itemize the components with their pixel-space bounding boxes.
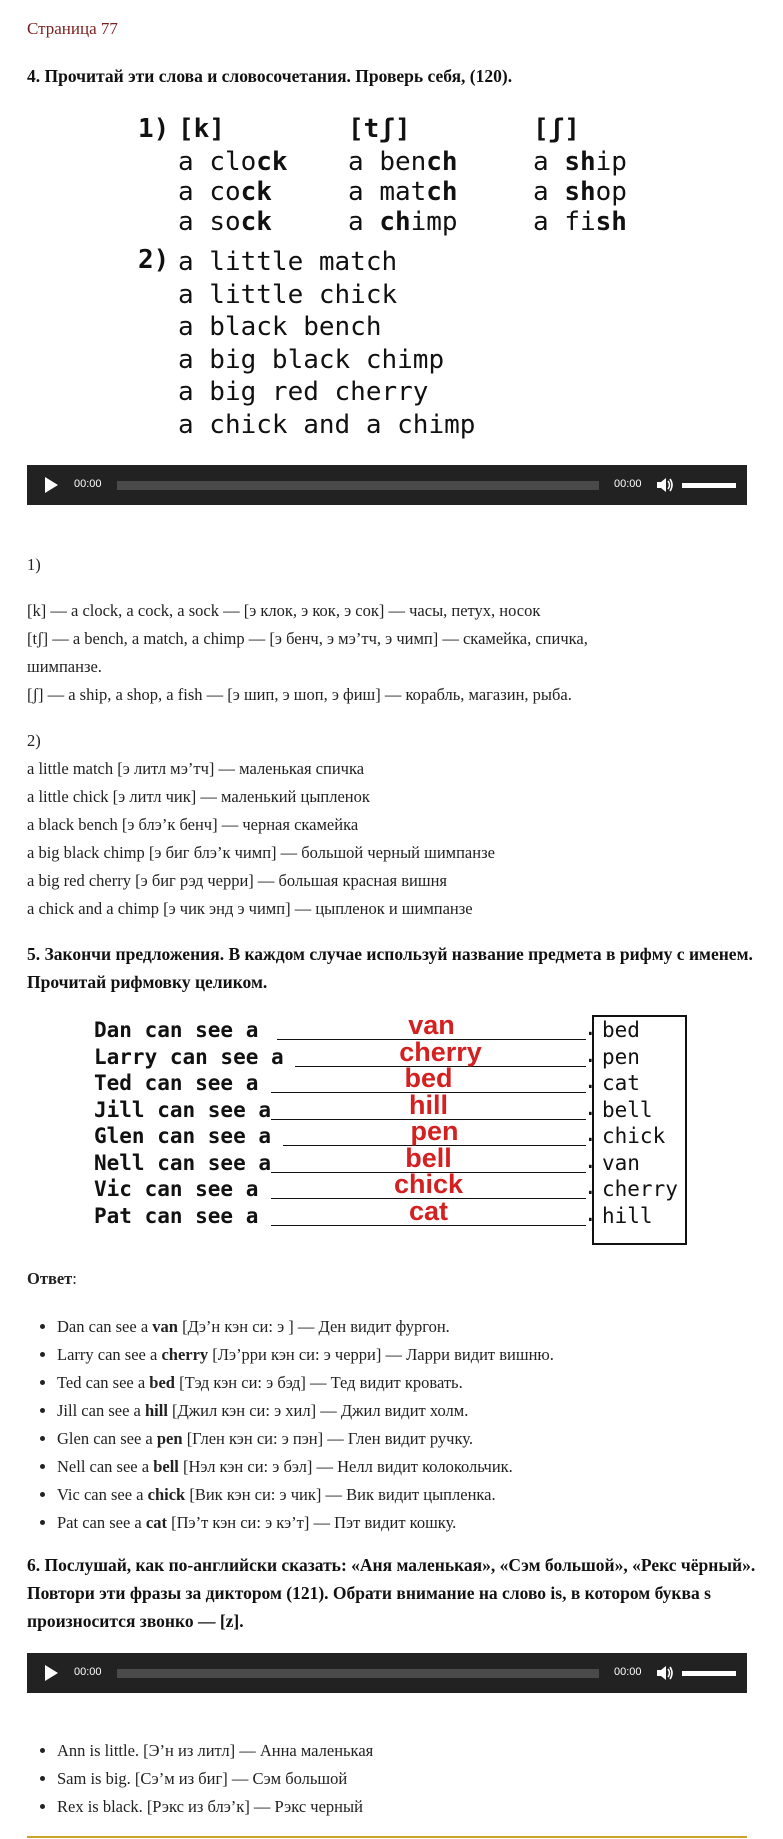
sentence-prompt: Pat can see a — [94, 1203, 259, 1228]
sentence-prompt: Jill can see a — [94, 1097, 272, 1122]
article: a — [348, 177, 380, 207]
box-word: pen — [602, 1044, 640, 1069]
box-word: cat — [602, 1071, 640, 1095]
answer-word: cherry — [161, 1345, 209, 1364]
bottom-divider — [27, 1836, 747, 1838]
sentence-prompt: Dan can see a — [94, 1018, 259, 1042]
word-part: ip — [595, 147, 627, 177]
article: a — [533, 177, 565, 207]
word-part: op — [595, 177, 627, 207]
answer-line: a big red cherry [э биг рэд черри] — большая красная вишня — [27, 871, 447, 890]
volume-icon[interactable] — [656, 1665, 674, 1681]
red-answer: cherry — [399, 1036, 482, 1067]
part-1-label: 1) — [27, 555, 41, 574]
answer-word: cat — [145, 1513, 167, 1532]
answer-label: Ответ — [27, 1269, 73, 1288]
sentence-prompt: Ted can see a — [94, 1071, 259, 1095]
ex4-word — [348, 147, 458, 177]
box-word: bell — [602, 1097, 653, 1122]
letter-highlight: ck — [240, 207, 272, 237]
red-answer: chick — [393, 1169, 464, 1199]
translation: [Джил кэн си: э хил] — Джил видит холм. — [167, 1401, 469, 1420]
progress-track[interactable] — [117, 481, 599, 490]
answer-colon: : — [72, 1269, 77, 1288]
list-item — [57, 1397, 777, 1425]
red-answer: cat — [408, 1195, 449, 1226]
box-word: hill — [602, 1203, 653, 1228]
volume-icon[interactable] — [656, 477, 674, 493]
answer-word: chick — [147, 1485, 186, 1504]
article: a — [348, 207, 380, 237]
page-label: Страница 77 — [27, 19, 118, 38]
list-item — [57, 1509, 777, 1537]
list-item: • Rex is black. [Рэкс из блэ’к] — Рэкс черный — [57, 1793, 777, 1821]
period: . — [584, 1122, 597, 1146]
phrase-list — [27, 1737, 777, 1821]
answer-word: hill — [144, 1401, 168, 1420]
sound-ch: [tʃ] — [348, 114, 411, 144]
translation: [Тэд кэн си: э бэд] — Тед видит кровать. — [174, 1373, 463, 1392]
ex4-word — [533, 207, 627, 237]
ex4-word — [533, 147, 627, 177]
sentence-start: Pat can see a — [57, 1513, 146, 1532]
word-part: co — [209, 177, 241, 207]
progress-track[interactable] — [117, 1669, 599, 1678]
play-icon[interactable] — [45, 1665, 58, 1681]
answer-line: [tʃ] — a bench, a match, a chimp — [э бенч, э мэ’тч, э чимп] — скамейка, спичка, — [27, 629, 588, 648]
answer-line: шимпанзе. — [27, 657, 102, 676]
ex4-word — [348, 207, 458, 237]
ex4-phrase: a chick and a chimp — [178, 409, 476, 440]
sentence-start: Vic can see a — [57, 1485, 148, 1504]
ex4-word — [178, 177, 272, 207]
answer-line: a little match [э литл мэ’тч] — маленькая спичка — [27, 759, 365, 778]
exercise-4-image — [138, 112, 627, 442]
translation: [Вик кэн си: э чик] — Вик видит цыпленка. — [185, 1485, 496, 1504]
red-answer: bell — [405, 1142, 452, 1173]
box-word: van — [602, 1150, 640, 1175]
word-part: ben — [379, 147, 427, 177]
list-item: • Ann is little. [Э’н из литл] — Анна маленькая — [57, 1737, 777, 1765]
answer-heading — [27, 1265, 77, 1293]
ex4-phrase: a little match — [178, 247, 398, 277]
red-answer: van — [408, 1010, 455, 1040]
sentence-start: Jill can see a — [57, 1401, 145, 1420]
period: . — [584, 1042, 597, 1067]
list-item — [57, 1369, 777, 1397]
word-part: imp — [410, 207, 458, 237]
letter-highlight: sh — [564, 147, 596, 177]
sound-k: [k] — [178, 114, 225, 144]
duration-time: 00:00 — [614, 1666, 642, 1678]
sentence-start: Nell can see a — [57, 1457, 154, 1476]
answer-list — [27, 1313, 777, 1537]
period: . — [584, 1016, 597, 1040]
period: . — [584, 1175, 597, 1199]
letter-highlight: sh — [564, 177, 596, 207]
sound-sh: [ʃ] — [533, 114, 580, 144]
sentence-prompt: Larry can see a — [94, 1044, 284, 1069]
answer-line: [k] — a clock, a cock, a sock — [э клок, э кок, э сок] — часы, петух, носок — [27, 601, 541, 620]
answer-line: a black bench [э блэ’к бенч] — черная скамейка — [27, 815, 359, 834]
ex4-phrase: a big black chimp — [178, 344, 445, 375]
list-item — [57, 1341, 777, 1369]
ex4-word — [348, 177, 458, 207]
list-item: • Sam is big. [Сэ’м из биг] — Сэм большой — [57, 1765, 777, 1793]
exercise-5-heading: 5. Закончи предложения. В каждом случае используй название предмета в рифму с именем. Прочитай рифмовку целиком. — [27, 944, 753, 992]
answer-word: pen — [156, 1429, 183, 1448]
word-part: so — [209, 207, 241, 237]
sentence-prompt: Vic can see a — [94, 1177, 259, 1201]
word-part: fi — [564, 207, 596, 237]
letter-highlight: ch — [426, 147, 458, 177]
list-item — [57, 1481, 777, 1509]
word-part: clo — [209, 147, 257, 177]
part-2-number: 2) — [138, 245, 170, 275]
article: a — [178, 207, 210, 237]
letter-highlight: sh — [595, 207, 627, 237]
letter-highlight: ch — [379, 207, 411, 237]
ex4-word — [178, 207, 272, 237]
period: . — [584, 1069, 597, 1093]
period: . — [584, 1201, 597, 1226]
answer-line: a little chick [э литл чик] — маленький цыпленок — [27, 787, 370, 806]
volume-slider[interactable] — [682, 483, 736, 488]
article: a — [533, 147, 565, 177]
ex4-phrase: a black bench — [178, 312, 382, 342]
answer-line: [ʃ] — a ship, a shop, a fish — [э шип, э шоп, э фиш] — корабль, магазин, рыба. — [27, 685, 572, 704]
list-item — [57, 1425, 777, 1453]
volume-slider[interactable] — [682, 1671, 736, 1676]
exercise-6-heading: 6. Послушай, как по-английски сказать: «Аня маленькая», «Сэм большой», «Рекс чёрный». Повтори эти фразы за диктором (121). Обрати внимание на слово is, в котором буква s произносится звонко — [z]. — [27, 1555, 756, 1631]
period: . — [584, 1095, 597, 1120]
list-item — [57, 1313, 777, 1341]
translation: [Нэл кэн си: э бэл] — Нелл видит колокольчик. — [178, 1457, 513, 1476]
article: a — [533, 207, 565, 237]
word-part: mat — [379, 177, 427, 207]
article: a — [178, 177, 210, 207]
ex4-word — [533, 177, 627, 207]
translation: [Пэ’т кэн си: э кэ’т] — Пэт видит кошку. — [166, 1513, 457, 1532]
red-answer: pen — [410, 1116, 459, 1146]
sentence-start: Larry can see a — [57, 1345, 162, 1364]
box-word: bed — [602, 1018, 640, 1042]
translation: [Дэ’н кэн си: э ] — Ден видит фургон. — [177, 1317, 450, 1336]
duration-time: 00:00 — [614, 478, 642, 490]
translation: [Глен кэн си: э пэн] — Глен видит ручку. — [182, 1429, 473, 1448]
box-word: chick — [602, 1124, 666, 1148]
audio-player — [27, 465, 747, 505]
article: a — [348, 147, 380, 177]
sentence-start: Glen can see a — [57, 1429, 157, 1448]
box-word: cherry — [602, 1177, 678, 1201]
sentence-start: Ted can see a — [57, 1373, 150, 1392]
current-time: 00:00 — [74, 1666, 102, 1678]
sentence-start: Dan can see a — [57, 1317, 153, 1336]
letter-highlight: ck — [256, 147, 288, 177]
exercise-4-heading: 4. Прочитай эти слова и словосочетания. Проверь себя, (120). — [27, 66, 513, 86]
red-answer: bed — [404, 1063, 453, 1093]
ex4-word — [178, 147, 288, 177]
part-2-label: 2) — [27, 731, 41, 750]
sentence-prompt: Nell can see a — [94, 1150, 272, 1175]
article: a — [178, 147, 210, 177]
ex4-phrase: a big red cherry — [178, 377, 429, 407]
answer-line: a chick and a chimp [э чик энд э чимп] — цыпленок и шимпанзе — [27, 899, 473, 918]
audio-player — [27, 1653, 747, 1693]
play-icon[interactable] — [45, 477, 58, 493]
period: . — [584, 1148, 597, 1173]
red-answer: hill — [409, 1089, 448, 1120]
exercise-5-image — [90, 1010, 690, 1245]
letter-highlight: ck — [240, 177, 272, 207]
answer-word: van — [152, 1317, 178, 1336]
current-time: 00:00 — [74, 478, 102, 490]
list-item — [57, 1453, 777, 1481]
part-1-number: 1) — [138, 114, 170, 144]
answer-word: bed — [149, 1373, 175, 1392]
letter-highlight: ch — [426, 177, 458, 207]
sentence-prompt: Glen can see a — [94, 1124, 272, 1148]
translation: [Лэ’рри кэн си: э черри] — Ларри видит вишню. — [208, 1345, 554, 1364]
answer-line: a big black chimp [э биг блэ’к чимп] — большой черный шимпанзе — [27, 843, 495, 862]
ex4-phrase: a little chick — [178, 279, 398, 310]
answer-word: bell — [153, 1457, 179, 1476]
